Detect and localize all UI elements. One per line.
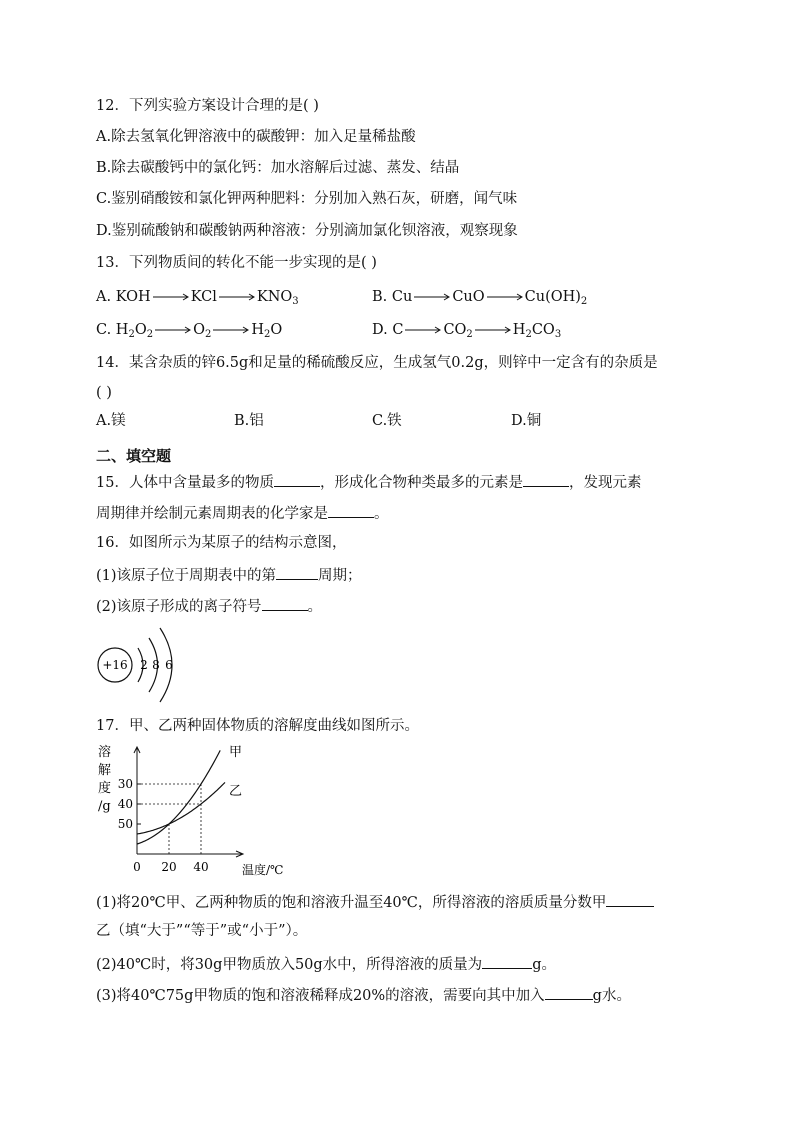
ylabel-char: 度 — [98, 781, 112, 796]
option-label: B. — [372, 289, 388, 305]
text: ，发现元素 — [568, 475, 642, 491]
q14-paren: ( ) — [96, 385, 112, 401]
subscript: 2 — [525, 329, 532, 340]
q14-stem: 14．某含杂质的锌6.5g和足量的稀硫酸反应，生成氢气0.2g，则锌中一定含有的杂质是 — [96, 355, 658, 371]
shell-electrons-1: 2 — [140, 658, 148, 672]
q17-stem: 17．甲、乙两种固体物质的溶解度曲线如图所示。 — [96, 718, 419, 734]
q12-option-a: A.除去氢氧化钾溶液中的碳酸钾：加入足量稀盐酸 — [96, 129, 416, 145]
subscript: 2 — [580, 296, 588, 307]
q14-option-a: A.镁 — [96, 413, 126, 429]
formula: H — [251, 322, 265, 338]
answer-blank[interactable] — [276, 564, 318, 580]
x-tick-label: 0 — [133, 860, 141, 874]
q13-stem: 13．下列物质间的转化不能一步实现的是( ) — [96, 255, 377, 271]
y-tick-label: 30 — [117, 777, 133, 791]
ylabel-char: /g — [98, 799, 111, 814]
text: (2)该原子形成的离子符号 — [96, 599, 262, 615]
text: (1)将20℃甲、乙两种物质的饱和溶液升温至40℃，所得溶液的溶质质量分数甲 — [96, 895, 607, 911]
x-tick-label: 40 — [193, 860, 209, 874]
text: 15．人体中含量最多的物质 — [96, 475, 274, 491]
answer-blank[interactable] — [328, 502, 374, 518]
answer-blank[interactable] — [545, 984, 593, 1000]
formula: CO — [443, 322, 467, 338]
formula: O — [270, 322, 283, 338]
answer-blank[interactable] — [482, 953, 532, 969]
formula: KOH — [115, 289, 151, 305]
text: (3)将40℃75g甲物质的饱和溶液稀释成20%的溶液，需要向其中加入 — [96, 988, 545, 1004]
text: (2)40℃时，将30g甲物质放入50g水中，所得溶液的质量为 — [96, 957, 483, 973]
formula: CO — [531, 322, 555, 338]
formula: O — [193, 322, 205, 338]
section-heading: 二、填空题 — [96, 447, 172, 465]
q13-option-c — [96, 320, 282, 345]
q13-option-a — [96, 287, 299, 312]
arrow-icon — [403, 325, 443, 335]
formula: Cu(OH) — [524, 289, 581, 305]
arrow-icon — [412, 292, 452, 302]
arrow-icon — [211, 325, 251, 335]
y-tick-label: 40 — [117, 797, 133, 811]
subscript: 3 — [554, 329, 562, 340]
nucleus-charge: +16 — [102, 658, 128, 672]
atom-structure-diagram — [94, 626, 184, 704]
subscript: 2 — [146, 329, 154, 340]
shell-electrons-3: 6 — [165, 658, 173, 672]
formula: KNO — [256, 289, 293, 305]
shell-electrons-2: 8 — [152, 658, 160, 672]
curve-jia — [137, 750, 220, 844]
q13-option-d — [372, 320, 561, 345]
answer-blank[interactable] — [262, 595, 308, 611]
answer-blank[interactable] — [606, 891, 654, 907]
q12-option-b: B.除去碳酸钙中的氯化钙：加水溶解后过滤、蒸发、结晶 — [96, 160, 460, 176]
arrow-icon — [151, 292, 191, 302]
q12-option-d: D.鉴别硫酸钠和碳酸钠两种溶液：分别滴加氯化钡溶液，观察现象 — [96, 223, 518, 239]
q13-option-b — [372, 287, 587, 312]
text: 。 — [307, 599, 323, 615]
q17-sub3 — [96, 984, 631, 1006]
ylabel-char: 解 — [98, 763, 112, 778]
curve-yi — [137, 782, 225, 834]
subscript: 2 — [204, 329, 212, 340]
x-tick-label: 20 — [161, 860, 177, 874]
text: g。 — [532, 957, 556, 973]
y-tick-label: 50 — [117, 817, 133, 831]
solubility-chart — [94, 740, 294, 880]
formula: KCl — [190, 289, 217, 305]
q14-option-b: B.铝 — [234, 413, 264, 429]
formula: H — [115, 322, 129, 338]
formula: C — [392, 322, 404, 338]
text: g水。 — [592, 988, 631, 1004]
option-label: A. — [96, 289, 112, 305]
subscript: 2 — [128, 329, 135, 340]
arrow-icon — [473, 325, 513, 335]
arrow-icon — [153, 325, 193, 335]
q17-sub2 — [96, 953, 556, 975]
q12-option-c: C.鉴别硝酸铵和氯化钾两种肥料：分别加入熟石灰，研磨，闻气味 — [96, 191, 518, 207]
text: 周期； — [318, 568, 362, 584]
option-label: C. — [96, 322, 112, 338]
arrow-icon — [485, 292, 525, 302]
answer-blank[interactable] — [274, 471, 320, 487]
q17-sub1-line1 — [96, 891, 654, 913]
formula: Cu — [391, 289, 413, 305]
text: 。 — [374, 506, 389, 522]
q14-option-c: C.铁 — [372, 413, 402, 429]
ylabel-char: 溶 — [98, 745, 112, 760]
x-axis-label: 温度/℃ — [242, 863, 284, 877]
q15-line1 — [96, 471, 641, 493]
series-label-jia: 甲 — [229, 745, 243, 760]
option-label: D. — [372, 322, 388, 338]
arrow-icon — [217, 292, 257, 302]
q16-sub2 — [96, 595, 322, 617]
q16-sub1 — [96, 564, 362, 586]
q17-sub1-line2: 乙（填“大于”“等于”或“小于”）。 — [96, 923, 308, 939]
formula: H — [512, 322, 526, 338]
subscript: 2 — [264, 329, 271, 340]
formula: CuO — [452, 289, 485, 305]
q14-option-d: D.铜 — [511, 413, 542, 429]
q16-stem: 16．如图所示为某原子的结构示意图， — [96, 535, 347, 551]
subscript: 2 — [466, 329, 473, 340]
q12-stem: 12．下列实验方案设计合理的是( ) — [96, 98, 319, 114]
answer-blank[interactable] — [523, 471, 569, 487]
text: 周期律并绘制元素周期表的化学家是 — [96, 506, 328, 522]
text: ，形成化合物种类最多的元素是 — [319, 475, 523, 491]
text: (1)该原子位于周期表中的第 — [96, 568, 277, 584]
series-label-yi: 乙 — [229, 784, 243, 799]
formula: O — [134, 322, 147, 338]
subscript: 3 — [292, 296, 299, 307]
q15-line2 — [96, 502, 389, 524]
